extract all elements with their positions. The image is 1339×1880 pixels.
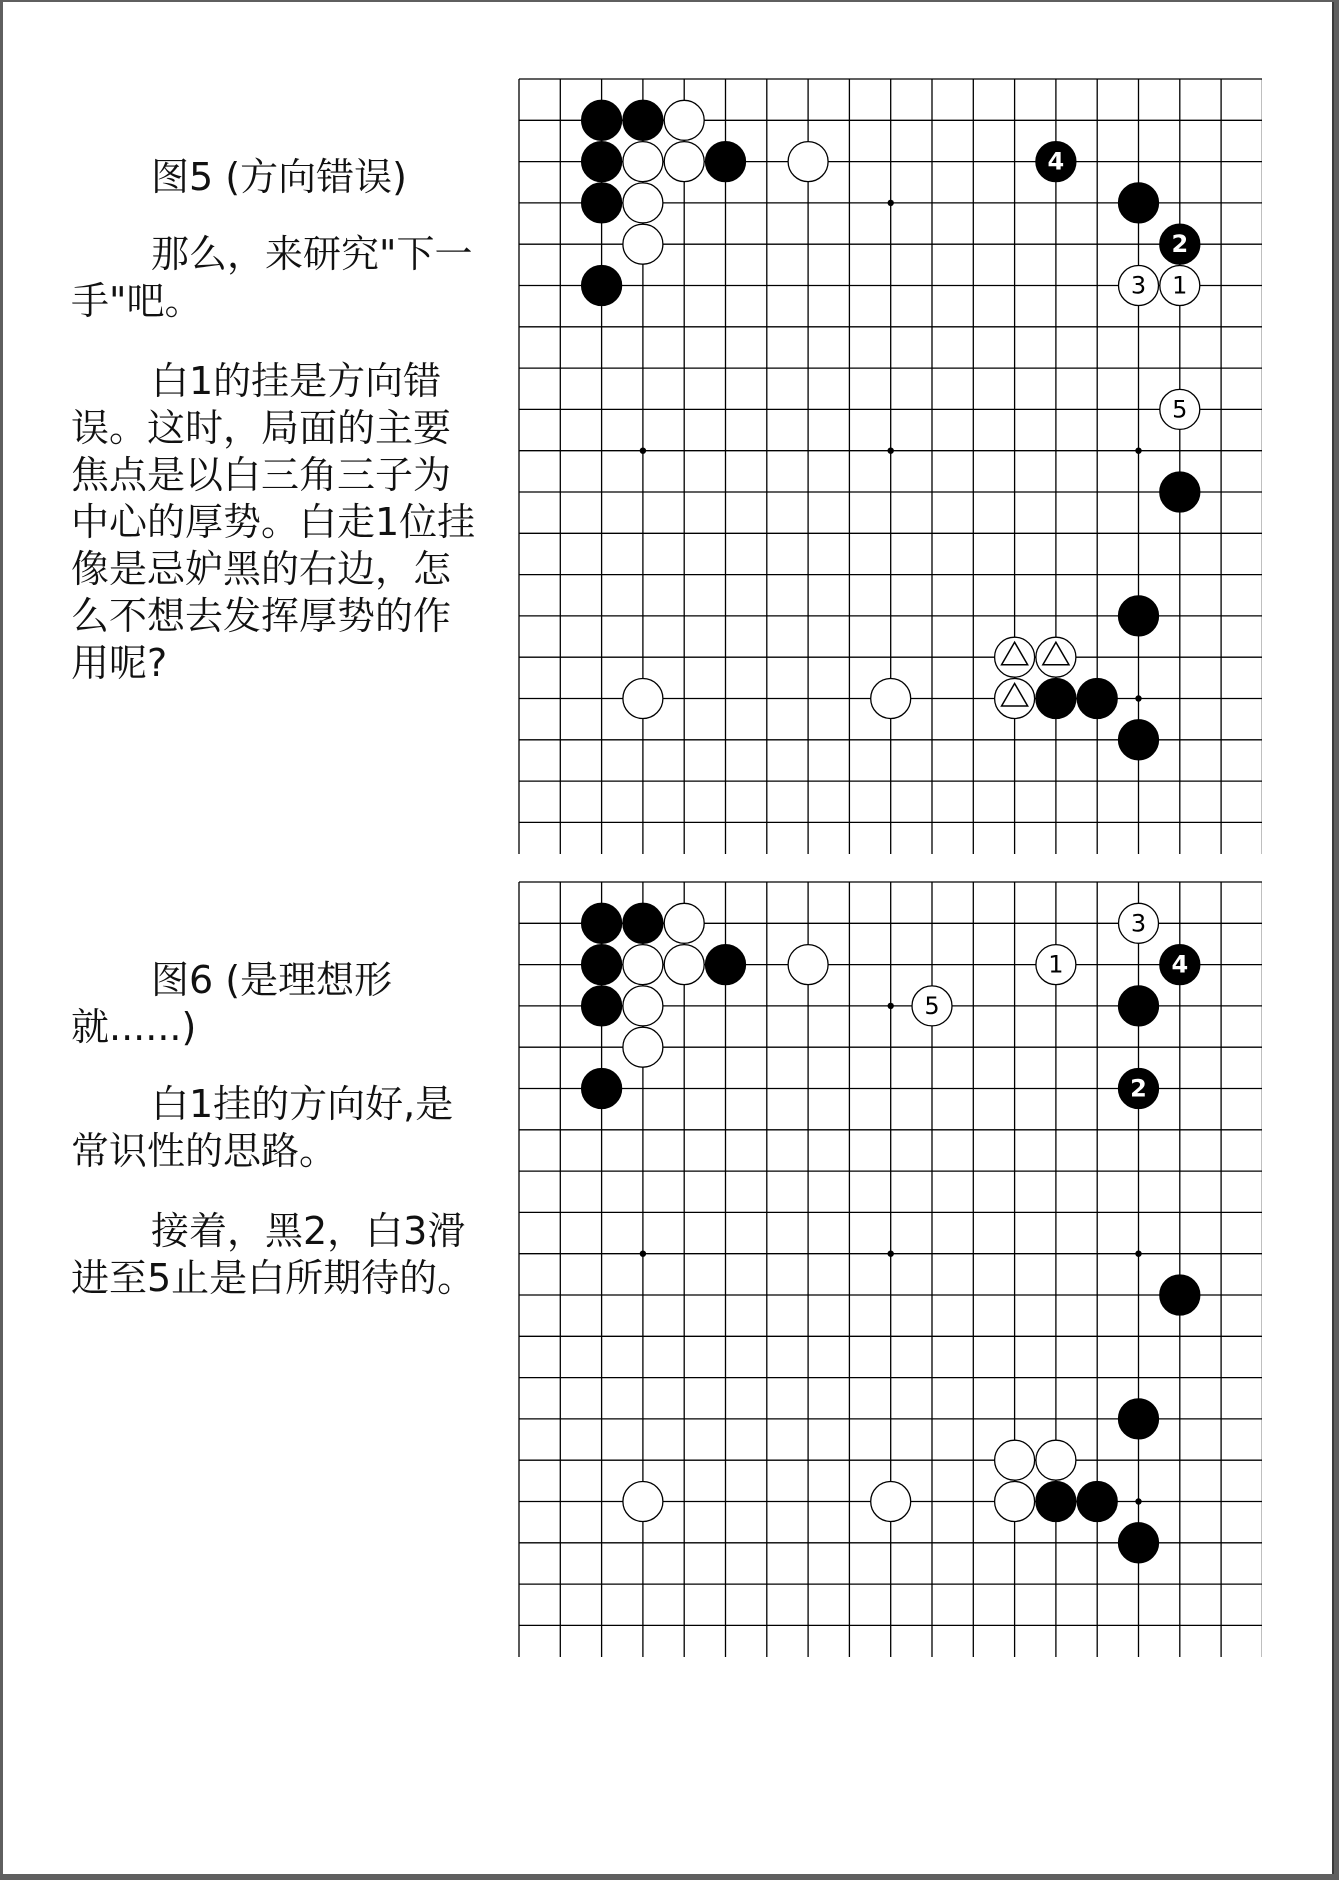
move-number: 4: [1047, 147, 1065, 176]
white-stone: [912, 986, 952, 1026]
white-stone: [871, 1482, 911, 1522]
black-stone: [582, 1069, 622, 1109]
move-number: 4: [1171, 950, 1189, 979]
white-stone: [1119, 903, 1159, 943]
black-stone: [582, 266, 622, 306]
black-stone: [582, 183, 622, 223]
black-stone: [1119, 1523, 1159, 1563]
move-number: 3: [1130, 909, 1147, 938]
go-board: [515, 878, 1262, 1657]
white-stone: [871, 679, 911, 719]
white-stone: [623, 986, 663, 1026]
figure-5-board: [515, 75, 1262, 854]
white-stone: [788, 142, 828, 182]
black-stone: [1119, 1399, 1159, 1439]
move-number: 5: [1172, 395, 1188, 424]
white-stone: [1160, 266, 1200, 306]
white-stone: [664, 142, 704, 182]
black-stone: [582, 903, 622, 943]
white-stone: [995, 679, 1035, 719]
move-number: 1: [1048, 950, 1064, 979]
black-stone: [1119, 1069, 1159, 1109]
figure-5-title: 图5 (方向错误): [151, 155, 407, 199]
white-stone: [623, 224, 663, 264]
figure-6-paragraph-2: 接着，黑2，白3滑进至5止是白所期待的。: [71, 1209, 476, 1300]
black-stone: [1119, 596, 1159, 636]
white-stone: [1160, 389, 1200, 429]
black-stone: [1119, 986, 1159, 1026]
white-stone: [995, 1440, 1035, 1480]
black-stone: [623, 903, 663, 943]
black-stone: [1119, 720, 1159, 760]
black-stone: [582, 945, 622, 985]
white-stone: [1119, 266, 1159, 306]
black-stone: [1036, 142, 1076, 182]
black-stone: [1119, 183, 1159, 223]
move-number: 1: [1172, 271, 1188, 300]
black-stone: [1077, 679, 1117, 719]
white-stone: [664, 100, 704, 140]
white-stone: [995, 637, 1035, 677]
figure-6-board: [515, 878, 1262, 1657]
white-stone: [623, 945, 663, 985]
white-stone: [995, 1482, 1035, 1522]
figure-6-title: 图6 (是理想形就......): [71, 958, 393, 1049]
white-stone: [788, 945, 828, 985]
black-stone: [1036, 1482, 1076, 1522]
move-number: 5: [924, 991, 940, 1020]
figure-5-text: [71, 154, 476, 720]
move-number: 3: [1130, 271, 1147, 300]
figure-5-paragraph-1: 那么，来研究"下一手"吧。: [71, 232, 473, 323]
black-stone: [1160, 472, 1200, 512]
white-stone: [623, 1482, 663, 1522]
star-point: [888, 448, 894, 454]
white-stone: [623, 679, 663, 719]
star-point: [640, 1251, 646, 1257]
black-stone: [706, 142, 746, 182]
figure-6-paragraph-1: 白1挂的方向好,是常识性的思路。: [71, 1082, 454, 1173]
white-stone: [664, 945, 704, 985]
white-stone: [664, 903, 704, 943]
star-point: [888, 1003, 894, 1009]
white-stone: [1036, 1440, 1076, 1480]
star-point: [888, 1251, 894, 1257]
black-stone: [1036, 679, 1076, 719]
move-number: 2: [1171, 230, 1189, 259]
black-stone: [582, 142, 622, 182]
black-stone: [623, 100, 663, 140]
black-stone: [582, 100, 622, 140]
star-point: [1135, 695, 1141, 701]
black-stone: [1160, 945, 1200, 985]
star-point: [1135, 1251, 1141, 1257]
move-number: 2: [1130, 1074, 1147, 1103]
star-point: [1135, 448, 1141, 454]
figure-6-text: [71, 957, 476, 1335]
black-stone: [582, 986, 622, 1026]
black-stone: [1160, 224, 1200, 264]
black-stone: [706, 945, 746, 985]
white-stone: [623, 142, 663, 182]
white-stone: [623, 1027, 663, 1067]
black-stone: [1160, 1275, 1200, 1315]
star-point: [888, 200, 894, 206]
document-page: [3, 2, 1334, 1874]
star-point: [1135, 1498, 1141, 1504]
go-board: [515, 75, 1262, 854]
figure-5-paragraph-2: 白1的挂是方向错误。这时，局面的主要焦点是以白三角三子为中心的厚势。白走1位挂像是忌妒黑的右边，怎么不想去发挥厚势的作用呢?: [71, 359, 476, 685]
black-stone: [1077, 1482, 1117, 1522]
white-stone: [1036, 637, 1076, 677]
white-stone: [623, 183, 663, 223]
star-point: [640, 448, 646, 454]
white-stone: [1036, 945, 1076, 985]
